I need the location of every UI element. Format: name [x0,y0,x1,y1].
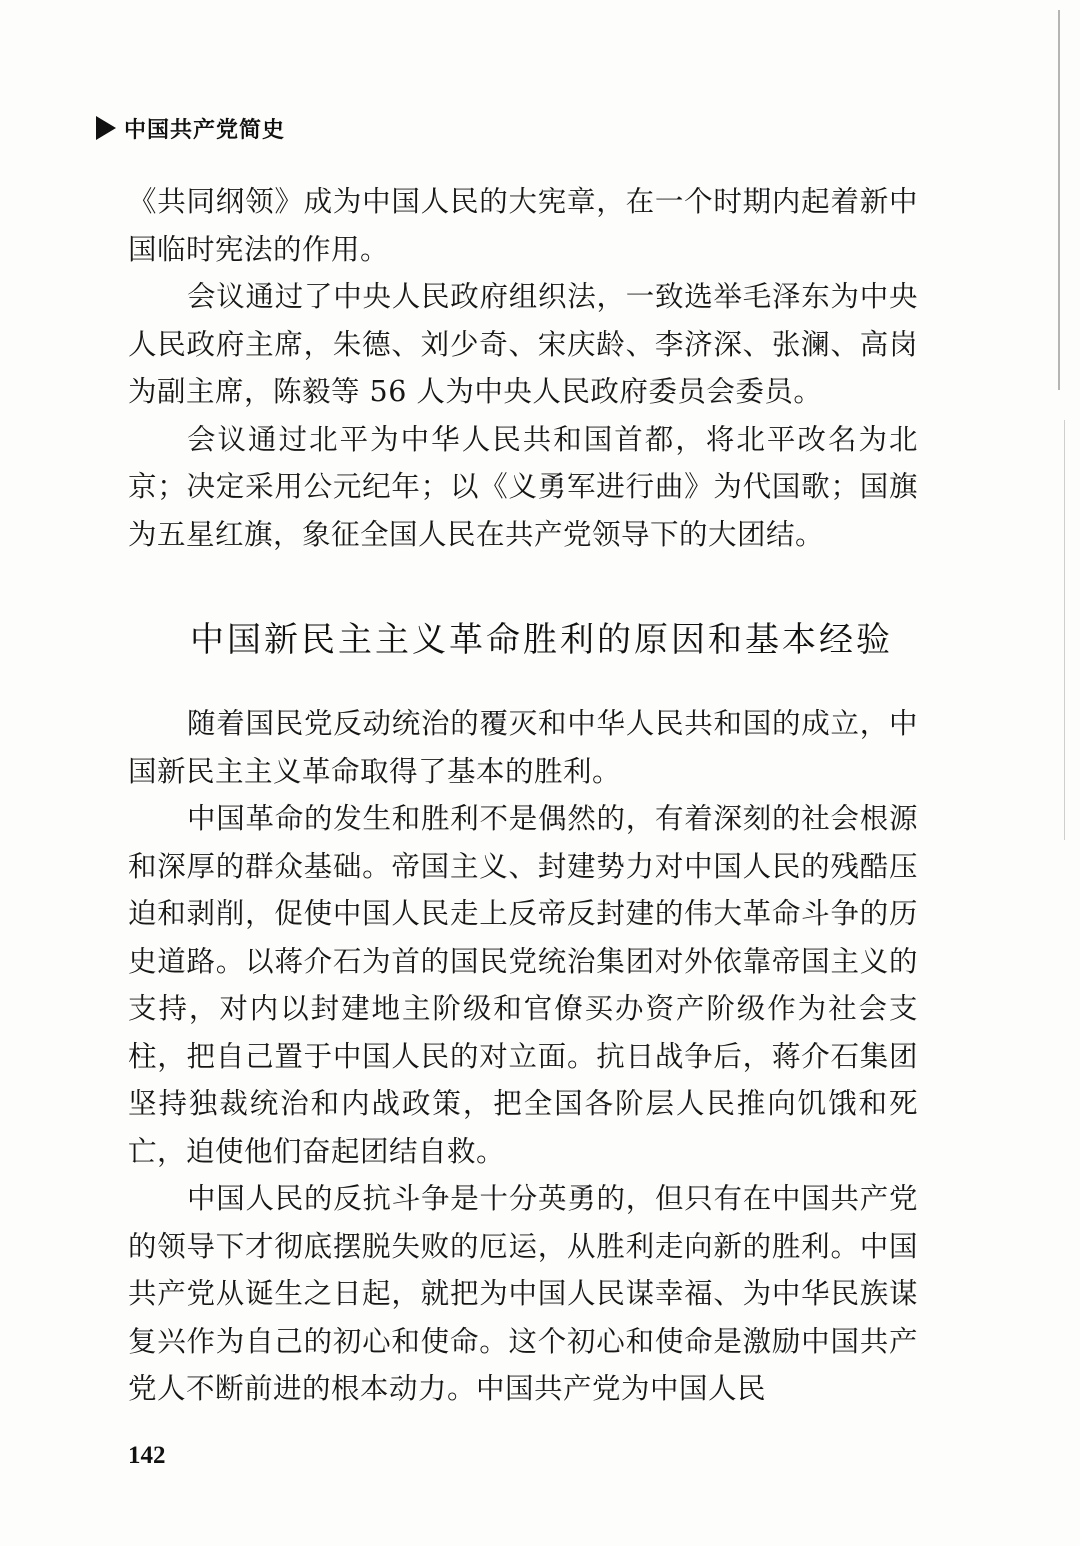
paragraph-6: 中国人民的反抗斗争是十分英勇的，但只有在中国共产党的领导下才彻底摆脱失败的厄运，从胜利走向新的胜利。中国共产党从诞生之日起，就把为中国人民谋幸福、为中华民族谋复兴作为自己的初心和使命。这个初心和使命是激励中国共产党人不断前进的根本动力。中国共产党为中国人民 [128,1182,918,1405]
section-heading: 中国新民主主义革命胜利的原因和基本经验 [190,620,893,660]
triangle-marker-icon [96,116,116,140]
paragraph-1: 《共同纲领》成为中国人民的大宪章，在一个时期内起着新中国临时宪法的作用。 [128,185,918,266]
paragraph-5: 中国革命的发生和胜利不是偶然的，有着深刻的社会根源和深厚的群众基础。帝国主义、封建势力对中国人民的残酷压迫和剥削，促使中国人民走上反帝反封建的伟大革命斗争的历史道路。以蒋介石为首的国民党统治集团对外依靠帝国主义的支持，对内以封建地主阶级和官僚买办资产阶级作为社会支柱，把自己置于中国人民的对立面。抗日战争后，蒋介石集团坚持独裁统治和内战政策，把全国各阶层人民推向饥饿和死亡，迫使他们奋起团结自救。 [128,802,918,1168]
scan-edge-line [1058,10,1060,390]
paragraph-3: 会议通过北平为中华人民共和国首都，将北平改名为北京；决定采用公元纪年；以《义勇军进行曲》为代国歌；国旗为五星红旗，象征全国人民在共产党领导下的大团结。 [128,422,918,551]
paragraph-2: 会议通过了中央人民政府组织法，一致选举毛泽东为中央人民政府主席，朱德、刘少奇、宋庆龄、李济深、张澜、高岗为副主席，陈毅等 56 人为中央人民政府委员会委员。 [128,280,918,408]
paragraph-4: 随着国民党反动统治的覆灭和中华人民共和国的成立，中国新民主主义革命取得了基本的胜利。 [128,707,918,788]
text-block-upper [128,178,918,558]
scan-edge-line [1064,420,1065,840]
running-header [96,112,285,144]
text-block-lower [128,700,918,1413]
running-title: 中国共产党简史 [124,117,286,143]
page-number: 142 [128,1442,166,1469]
